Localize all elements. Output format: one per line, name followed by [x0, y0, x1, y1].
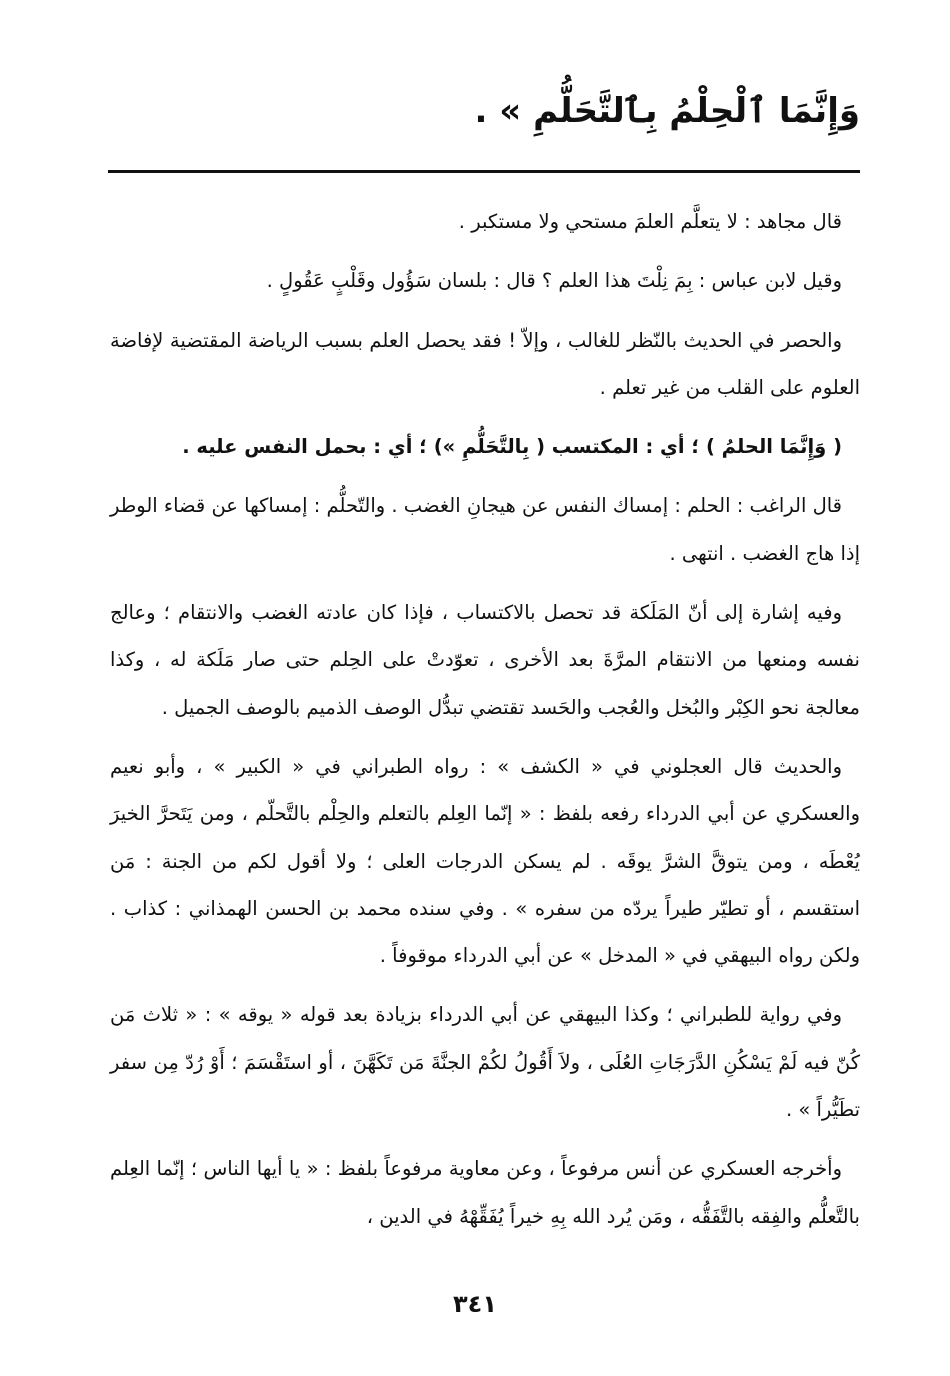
- paragraph-mujahid: قال مجاهد : لا يتعلَّم العلمَ مستحي ولا مستكبر .: [458, 210, 842, 233]
- paragraph-askari: وأخرجه العسكري عن أنس مرفوعاً ، وعن معاوية مرفوعاً بلفظ : « يا أيها الناس ؛ إنّما العِلم بالتَّعلُّم والفِقه بالتَّفَقُّه ، ومَن يُرد الله بِهِ خيراً يُفَقِّهْهُ في الدين ،: [110, 1157, 860, 1228]
- paragraph-hadith-sources: والحديث قال العجلوني في « الكشف » : رواه الطبراني في « الكبير » ، وأبو نعيم والعسكري عن أبي الدرداء رفعه بلفظ : « إنّما العِلم بالتعلم والحِلْم بالتَّحلّم ، ومن يَتَحرَّ الخيرَ يُعْطَه ، ومن يتوقَّ الشرَّ يوقَه . لم يسكن الدرجات العلى ؛ ولا أقول لكم من الجنة : مَن استقسم ، أو تطيّر طيراً يردّه من سفره » . وفي سنده محمد بن الحسن الهمذاني : كذاب . ولكن رواه البيهقي في « المدخل » عن أبي الدرداء موقوفاً .: [110, 754, 860, 968]
- paragraph-hasr: والحصر في الحديث بالنّظر للغالب ، وإلاّ ! فقد يحصل العلم بسبب الرياضة المقتضية لإفاضة العلوم على القلب من غير تعلم .: [110, 328, 860, 399]
- header-hadith-text: وَإِنَّمَا ٱلْحِلْمُ بِٱلتَّحَلُّمِ » .: [474, 91, 860, 131]
- page-number: ٣٤١: [453, 1290, 497, 1318]
- header-divider: [108, 170, 860, 173]
- paragraph-commentary-hilm: ( وَإِنَّمَا الحلمُ ) ؛ أي : المكتسب ( بِالتَّحَلُّمِ ») ؛ أي : بحمل النفس عليه .: [182, 435, 842, 459]
- paragraph-malaka: وفيه إشارة إلى أنّ المَلَكة قد تحصل بالاكتساب ، فإذا كان عادته الغضب والانتقام ؛ وعالج نفسه ومنعها من الانتقام المرَّةَ بعد الأخرى ، تعوّدتْ على الحِلم حتى صار مَلَكة له ، وكذا معالجة نحو الكِبْر والبُخل والعُجب والحَسد تقتضي تبدُّل الوصف الذميم بالوصف الجميل .: [110, 601, 860, 719]
- paragraph-tabarani-riwaya: وفي رواية للطبراني ؛ وكذا البيهقي عن أبي الدرداء بزيادة بعد قوله « يوقه » : « ثلاث مَن كُنّ فيه لَمْ يَسْكُنِ الدَّرَجَاتِ العُلَى ، ولاَ أَقُولُ لكُمْ الجنَّةَ مَن تَكَهَّنَ ، أو استَقْسَمَ ؛ أَوْ رُدّ مِن سفر تطَيُّراً » .: [110, 1003, 860, 1122]
- paragraph-ibn-abbas: وقيل لابن عباس : بِمَ نِلْتَ هذا العلم ؟ قال : بلسان سَؤُول وقَلْبٍ عَقُولٍ .: [266, 269, 842, 293]
- page-body: [110, 198, 860, 1248]
- paragraph-raghib: قال الراغب : الحلم : إمساك النفس عن هيجانِ الغضب . والتّحلُّم : إمساكها عن قضاء الوطر إذا هاج الغضب . انتهى .: [110, 494, 860, 565]
